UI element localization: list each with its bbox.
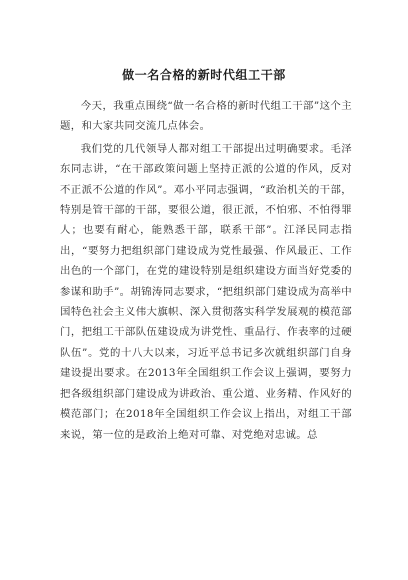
paragraph-intro: 今天，我重点围绕“做一名合格的新时代组工干部”这个主题，和大家共同交流几点体会。 xyxy=(60,100,352,133)
document-title: 做一名合格的新时代组工干部 xyxy=(122,68,286,82)
document-body xyxy=(60,96,352,445)
paragraph-leaders-requirements: 我们党的几代领导人都对组工干部提出过明确要求。毛泽东同志讲，“在干部政策问题上坚持正派的公道的作风，反对不正派不公道的作风”。邓小平同志强调，“政治机关的干部，特别是管干部的干部，要很公道，很正派，不怕邪、不怕得罪人；也要有耐心，能熟悉干部，联系干部”。江泽民同志指出，“要努力把组织部门建设成为党性最强、作风最正、工作出色的一个部门，在党的建设特别是组织建设方面当好党委的参谋和助手”。胡锦涛同志要求，“把组织部门建设成为高举中国特色社会主义伟大旗帜、深入贯彻落实科学发展观的模范部门，把组工干部队伍建设成为讲党性、重品行、作表率的过硬队伍”。党的十八大以来，习近平总书记多次就组织部门自身建设提出要求。在2013年全国组织工作会议上强调，要努力把各级组织部门建设成为讲政治、重公道、业务精、作风好的模范部门；在2018年全国组织工作会议上指出，对组工干部来说，第一位的是政治上绝对可靠、对党绝对忠诚。总 xyxy=(60,142,352,441)
